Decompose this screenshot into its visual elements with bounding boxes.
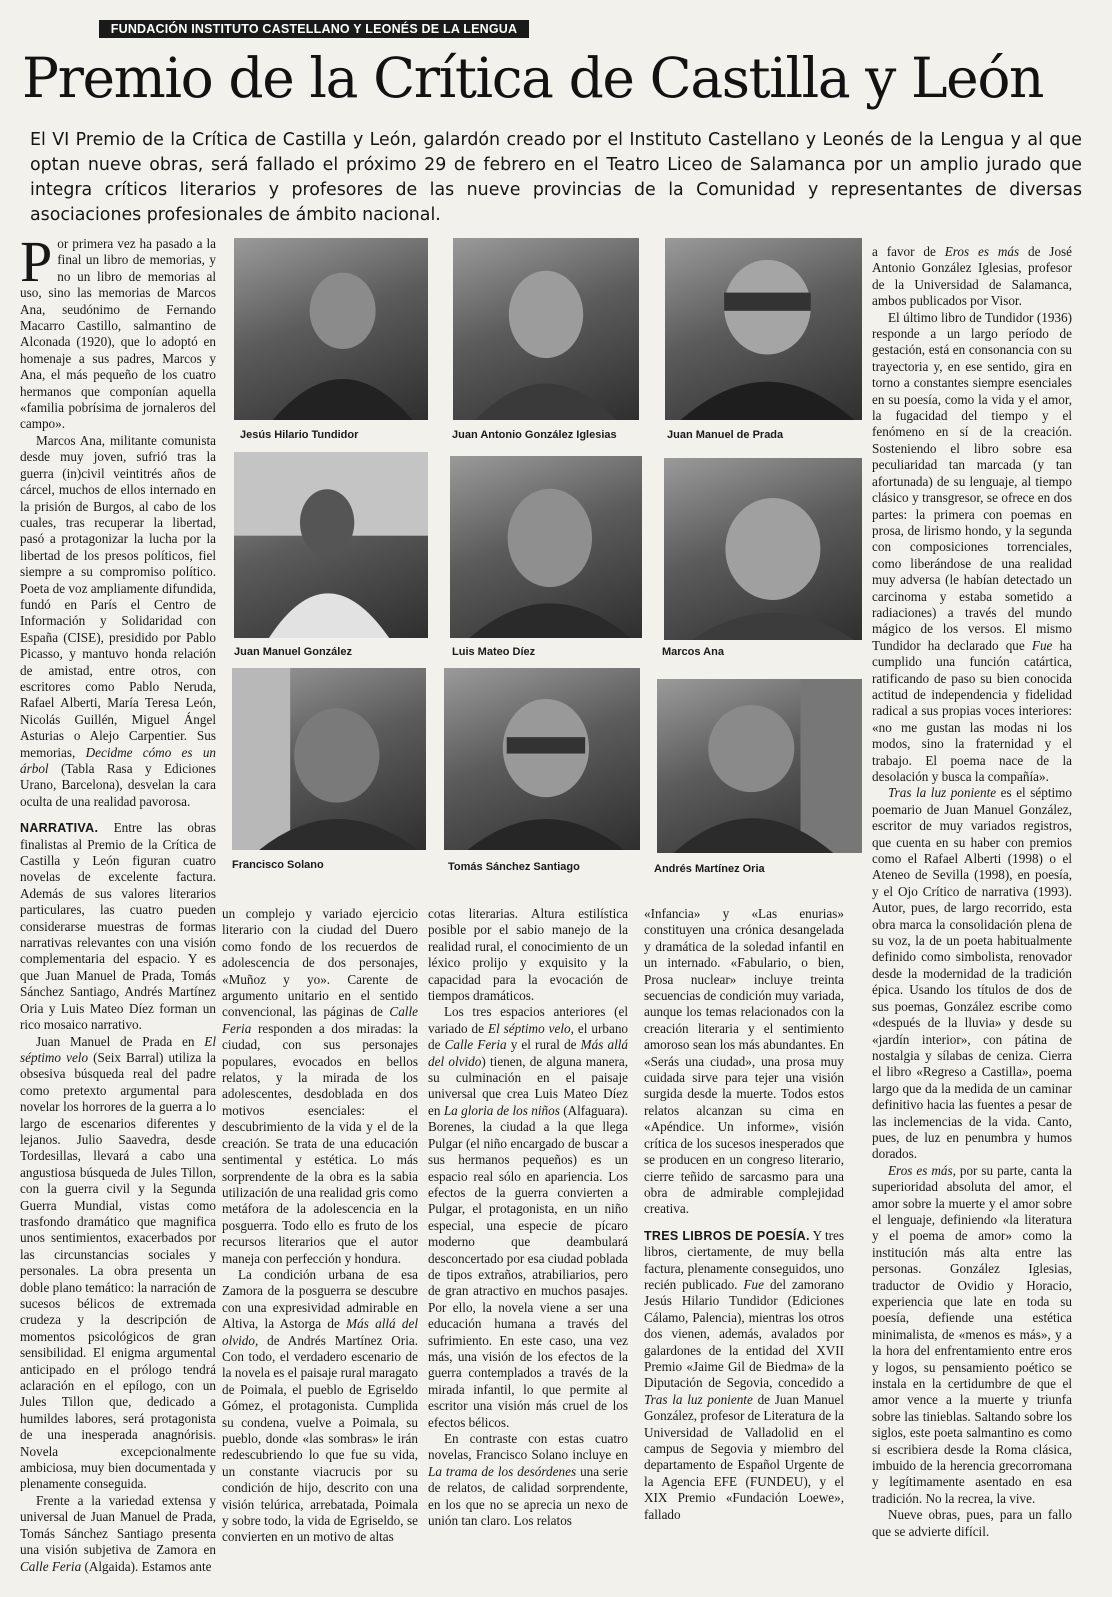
photo-martinez-oria <box>657 679 862 853</box>
photo-marcos-ana <box>664 458 862 640</box>
photo-caption: Juan Manuel González <box>234 646 352 658</box>
column-5 <box>872 244 1072 1584</box>
col1-paragraph-3: NARRATIVA. Entre las obras finalistas al Premio de la Crítica de Castilla y León figuran cuatro novelas de excelente factura. Además de sus valores literarios particulares, las cuatro pueden considerarse muestras de formas narrativas relevantes con una visión complementaria del espacio. Y es que Juan Manuel de Prada, Tomás Sánchez Santiago, Andrés Martínez Oria y Luis Mateo Díez forman un rico mosaico narrativo. <box>20 820 216 1033</box>
col2-paragraph-2: La condición urbana de esa Zamora de la posguerra se descubre con una expresividad admirable en Altiva, la Astorga de Más allá del olvido, de Andrés Martínez Oria. Con todo, el verdadero escenario de la novela es el paisaje rural maragato de Poimala, el pueblo de Egriseldo Gómez, el protagonista. Cumplida su condena, vuelve a Poimala, su pueblo, donde «las sombras» le irán redescubriendo lo que fue su vida, un constante viacrucis por su condición de hijo, descrito con una visión telúrica, arrebatada, Poimala y sobre todo, la vida de Egriseldo, se convierten en un motivo de altas <box>222 1266 418 1545</box>
col1-paragraph-5: Frente a la variedad extensa y universal de Juan Manuel de Prada, Tomás Sánchez Santiago presenta una visión subjetiva de Zamora en Calle Feria (Algaida). Estamos ante <box>20 1492 216 1574</box>
photo-gonzalez-iglesias <box>453 238 639 420</box>
photo-solano <box>232 668 426 850</box>
column-1 <box>20 236 216 1576</box>
col4-paragraph-1: «Infancia» y «Las enurias» constituyen una crónica desangelada y dramática de la soledad infantil en un internado. «Fabulario, o bien, Prosa nuclear» incluye treinta secuencias de condición muy variada, aunque los temas relacionados con la creación literaria y el sentimiento amoroso sean los más abundantes. En «Serás una ciudad», una prosa muy cuidada sirve para tejer una visión surgida desde la muerte. Todos estos relatos alcanzan su cima en «Apéndice. Un informe», visión crítica de los sucesos inesperados que se producen en un congreso literario, cierre teñido de sarcasmo para una obra de admirable complejidad creativa. <box>644 906 844 1217</box>
photo-caption: Andrés Martínez Oria <box>654 863 765 875</box>
col1-paragraph-4: Juan Manuel de Prada en El séptimo velo (Seix Barral) utiliza la obsesiva búsqueda real del padre como pretexto argumental para novelar los horrores de la guerra a lo largo de escenarios diferentes y lejanos. Julio Saavedra, desde Tordesillas, llevará a cabo una angustiosa búsqueda de Jules Tillon, con la guerra civil y la Segunda Guerra Mundial, vistas como trasfondo dramático que magnifica unos sentimientos, exacerbados por las circunstancias sociales y personales. La obra presenta un doble plano temático: la narración de sucesos bélicos de extremada crudeza y la descripción de momentos psicológicos de gran sensibilidad. El enigma argumental anticipado en el prólogo tendrá aclaración en el epílogo, con un Jules Tillon que, dedicado a humildes labores, será protagonista de una inesperada anagnórisis. Novela excepcionalmente ambiciosa, muy bien documentada y plenamente conseguida. <box>20 1033 216 1492</box>
drop-cap: P <box>20 236 53 294</box>
col3-paragraph-3: En contraste con estas cuatro novelas, Francisco Solano incluye en La trama de los desórdenes una serie de relatos, de calidad sorprendente, en los que no se aprecia un nexo de unión tan claro. Los relatos <box>428 1431 628 1529</box>
photo-sanchez-santiago <box>444 668 640 850</box>
photo-de-prada <box>665 238 862 420</box>
col1-paragraph-1: Por primera vez ha pasado a la final un libro de memorias, y no un libro de memorias al uso, sino las memorias de Marcos Ana, seudónimo de Fernando Macarro Castillo, salmantino de Alconada (1920), que lo adoptó en homenaje a sus padres, Marcos y Ana, el más pequeño de los cuatro hermanos que componían aquella «familia pobrísima de jornaleros del campo». <box>20 236 216 432</box>
col1-paragraph-2: Marcos Ana, militante comunista desde muy joven, sufrió tras la guerra (in)civil veintitrés años de cárcel, muchos de ellos internado en la prisión de Burgos, al cabo de los cuales, tras recuperar la libertad, pasó a protagonizar la lucha por la libertad de los presos políticos, fiel siempre a su compromiso político. Poeta de voz ampliamente difundida, fundó en París el Centro de Información y Solidaridad con España (CISE), presidido por Pablo Picasso, y mantuvo honda relación de amistad, entre otros, con escritores como Pablo Neruda, Rafael Alberti, María Teresa León, Nicolás Guillén, Miguel Ángel Asturias o Alejo Carpentier. Sus memorias, Decidme cómo es un árbol (Tabla Rasa y Ediciones Urano, Barcelona), desvelan la cara oculta de una realidad pavorosa. <box>20 432 216 809</box>
photo-caption: Juan Manuel de Prada <box>667 429 784 441</box>
lede: El VI Premio de la Crítica de Castilla y León, galardón creado por el Instituto Castellano y Leonés de la Lengua y al que optan nueve obras, será fallado el próximo 29 de febrero en el Teatro Liceo de Salamanca por un amplio jurado que integra críticos literarios y profesores de las nueve provincias de la Comunidad y representantes de diversas asociaciones profesionales de ámbito nacional. <box>30 130 1082 225</box>
photo-caption: Juan Antonio González Iglesias <box>452 429 617 441</box>
col3-paragraph-1: cotas literarias. Altura estilística posible por el sabio manejo de la realidad rural, el conocimiento de un léxico prolijo y exquisito y la capacidad para la evocación de tiempos dramáticos. <box>428 906 628 1004</box>
col5-paragraph-1: a favor de Eros es más de José Antonio González Iglesias, profesor de la Universidad de Salamanca, ambos publicados por Visor. <box>872 244 1072 309</box>
column-3 <box>428 906 628 1582</box>
headline: Premio de la Crítica de Castilla y León <box>22 46 1044 110</box>
col5-paragraph-4: Eros es más, por su parte, canta la superioridad absoluta del amor, el amor sobre la muerte y el amor sobre el lenguaje, definiendo «la literatura y el poema de amor» como la institución más alta entre las personas. González Iglesias, traductor de Ovidio y Horacio, experiencia que late en toda su poesía, defiende una estética minimalista, de «menos es más», y a la hora del enfrentamiento entre eros y logos, su pensamiento poético se instala en la certidumbre de que el amor vence a la muerte y triunfa sobre las tinieblas. Saltando sobre los siglos, este poeta salmantino es como si escribiera desde la Roma clásica, imbuido de la herencia grecorromana y legítimamente asentado en esa tradición. No la recrea, la vive. <box>872 1162 1072 1506</box>
subhead-poesia: TRES LIBROS DE POESÍA. <box>644 1228 810 1243</box>
col4-paragraph-2: TRES LIBROS DE POESÍA. Y tres libros, ciertamente, de muy bella factura, plenamente conseguidos, uno recién publicado. Fue del zamorano Jesús Hilario Tundidor (Ediciones Cálamo, Palencia), mientras los otros dos vienen, además, avalados por galardones de la entidad del XVII Premio «Jaime Gil de Biedma» de la Diputación de Segovia, concedido a Tras la luz poniente de Juan Manuel González, profesor de Literatura de la Universidad de Valladolid en el campus de Segovia y miembro del departamento de Español Urgente de la Agencia EFE (FUNDEU), y el XIX Premio «Fundación Loewe», fallado <box>644 1227 844 1522</box>
subhead-narrativa: NARRATIVA. <box>20 821 99 836</box>
col2-paragraph-1: un complejo y variado ejercicio literario con la ciudad del Duero como fondo de los recuerdos de adolescencia de dos personajes, «Muñoz y yo». Carente de argumento unitario en el sentido convencional, las páginas de Calle Feria responden a dos miradas: la ciudad, con sus personajes populares, evocados en bellos relatos, y la mirada de los adolescentes, desdoblada en dos motivos esenciales: el descubrimiento de la vida y el de la creación. Se trata de una educación sentimental y estética. Lo más sorprendente de la obra es la sabia utilización de una realidad gris como metáfora de la adolescencia en la posguerra. Todo ello es fruto de los recursos literarios que el autor maneja con perfección y hondura. <box>222 906 418 1266</box>
col5-paragraph-5: Nueve obras, pues, para un fallo que se advierte difícil. <box>872 1507 1072 1539</box>
section-label: FUNDACIÓN INSTITUTO CASTELLANO Y LEONÉS DE LA LENGUA <box>99 20 529 38</box>
photo-caption: Tomás Sánchez Santiago <box>448 861 580 873</box>
column-4 <box>644 906 844 1582</box>
photo-mateo-diez <box>450 456 642 638</box>
photo-juan-manuel-gonzalez <box>234 452 428 638</box>
photo-caption: Marcos Ana <box>662 646 724 658</box>
col5-paragraph-2: El último libro de Tundidor (1936) responde a un largo período de gestación, está en consonancia con su trayectoria y, en ese sentido, gira en torno a constantes siempre esenciales en su poesía, como la vida y el amor, la fugacidad del tiempo y el fenómeno en sí de la creación. Sosteniendo el libro sobre esa peculiaridad tan marcada (y tan afortunada) de su lenguaje, al tiempo clásico y transgresor, se ofrece en dos partes: la primera con poemas en prosa, de lirismo hondo, y la segunda con composiciones torrenciales, como liberándose de una realidad muy adversa (le habían detectado un carcinoma y estaba sometido a radiaciones) a través del mundo mágico de los versos. El mismo Tundidor ha declarado que Fue ha cumplido una función catártica, ratificando de paso su bien conocida actitud de independencia y fidelidad radical a sus propias voces interiores: «no me gustan las modas ni los modos, sino la fraternidad y el trabajo. El poema nace de la desolación y busca la compañía». <box>872 309 1072 784</box>
photo-caption: Luis Mateo Díez <box>452 646 536 658</box>
photo-tundidor <box>234 238 428 420</box>
photo-caption: Jesús Hilario Tundidor <box>240 429 359 441</box>
column-2 <box>222 906 418 1582</box>
col5-paragraph-3: Tras la luz poniente es el séptimo poemario de Juan Manuel González, escritor de muy variados registros, que cuenta en su haber con premios como el Rafael Alberti (1998) o el Ateneo de Sevilla (1998), en poesía, y el Ojo Crítico de narrativa (1993). Autor, pues, de largo recorrido, esta obra marca la consolidación plena de su voz, la de un poeta habitualmente definido como simbolista, renovador desde la modernidad de la tradición épica. Usando los títulos de dos de sus poemas, González escribe como «después de la lluvia» y desde su «jardín interior», con pátina de nostalgia y sílabas de ceniza. Cierra el libro «Regreso a Castilla», poema largo que da la medida de un caminar definitivo hacia las fuentes a pesar de las inclemencias de la vida. Canto, pues, de luz en penumbra y humos dorados. <box>872 785 1072 1162</box>
col3-paragraph-2: Los tres espacios anteriores (el variado de El séptimo velo, el urbano de Calle Feria y el rural de Más allá del olvido) tienen, de alguna manera, su culminación en el paisaje universal que crea Luis Mateo Díez en La gloria de los niños (Alfaguara). Borenes, la ciudad a la que llega Pulgar (el niño encargado de buscar a sus hermanos pequeños) es un espacio real sólo en apariencia. Los efectos de la guerra convierten a Pulgar, el protagonista, en un niño especial, una especie de pícaro moderno que deambulará desconcertado por esa ciudad poblada de tipos extraños, atrabiliarios, pero de gran atractivo en muchos pasajes. Por ello, la novela viene a ser una educación humana a través del sufrimiento. En este caso, una vez más, una visión de los efectos de la guerra contemplados a través de la mirada infantil, lo que permite al escritor una visión más cruel de los efectos bélicos. <box>428 1004 628 1430</box>
photo-caption: Francisco Solano <box>232 859 324 871</box>
